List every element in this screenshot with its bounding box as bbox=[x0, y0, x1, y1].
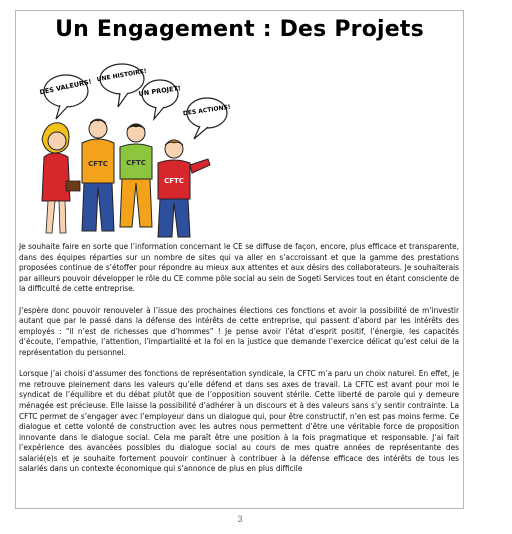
paragraph-2: J’espère donc pouvoir renouveler à l’issue des prochaines élections ces fonctions et avoir la possibilité de m’investir autant que par le passé dans la défense des intérêts de cette entreprise, qui passent d’abord par les intérêts des employés : “il n’est de richesses que d’hommes” ! Je pense avoir l’état d’esprit positif, l’énergie, les capacités d’écoute, l’empathie, l’attention, l’impartialité et la foi en la justice que demande l’exercice délicat qu’est celui de la représentation du personnel. bbox=[19, 304, 459, 357]
paragraph-3: Lorsque j’ai choisi d’assumer des fonctions de représentation syndicale, la CFTC m’a paru un choix naturel. En effet, je me retrouve pleinement dans les valeurs qu’elle défend et dans ses axes de travail. La CFTC est avant pour moi le syndicat de l’équilibre et du débat plutôt que de l’opposition souvent stérile. Cette liberté de parole qui y demeure ménagée est précieuse. Elle laisse la possibilité d’adhérer à un discours et à des valeurs sans s’y sentir contrainte. La CFTC permet de s’engager avec l’employeur dans un dialogue qui, pour être constructif, n’en est pas moins ferme. Ce dialogue et cette volonté de construction avec les autres nous permettent d’être une véritable force de proposition innovante dans le dialogue social. Cela me paraît être une position à la fois pragmatique et responsable. J’ai fait l’expérience des avancées possibles du dialogue social au cours de mes quatre années de représentante des salarié(e)s et je souhaite fortement pouvoir continuer à contribuer à la défense efficace des intérêts de tous les salariés dans un contexte économique qui s’annonce de plus en plus difficile bbox=[19, 368, 459, 474]
bubble-text-histoire: UNE HISTOIRE! bbox=[96, 67, 148, 84]
shirt-label-1: CFTC bbox=[88, 160, 108, 168]
speech-bubble-valeurs bbox=[39, 75, 92, 119]
page-number: 3 bbox=[237, 514, 243, 524]
bubble-text-projet: UN PROJET! bbox=[138, 84, 182, 98]
paragraph-1: Je souhaite faire en sorte que l’information concernant le CE se diffuse de façon, encore, plus efficace et transparente, dans des équipes réparties sur un nombre de sites qui va aller en s’accroissant et que la gamme des prestations proposées continue de s’étoffer pour répondre au mieux aux attentes et aux désirs des collaborateurs. Je souhaiterais par ailleurs pouvoir développer le rôle du CE comme pôle social au sein de Sogeti Services tout en étant consciente de la difficulté de cette entreprise. bbox=[19, 241, 459, 294]
bubble-text-valeurs: DES VALEURS! bbox=[38, 77, 93, 97]
person-green-shirt-figure bbox=[120, 124, 152, 227]
shirt-label-2: CFTC bbox=[126, 159, 146, 167]
bubble-text-actions: DES ACTIONS! bbox=[182, 103, 232, 118]
document-page bbox=[15, 10, 464, 509]
speech-bubble-projet bbox=[138, 80, 181, 119]
shirt-label-3: CFTC bbox=[164, 177, 184, 185]
person-orange-shirt-figure bbox=[82, 119, 114, 231]
person-woman-figure bbox=[42, 123, 80, 233]
speech-bubble-actions bbox=[183, 98, 232, 139]
cartoon-people-illustration bbox=[24, 61, 234, 243]
body-text bbox=[19, 241, 459, 485]
page-title: Un Engagement : Des Projets bbox=[55, 17, 424, 42]
person-red-shirt-figure bbox=[158, 140, 210, 237]
speech-bubble-histoire bbox=[96, 64, 147, 107]
